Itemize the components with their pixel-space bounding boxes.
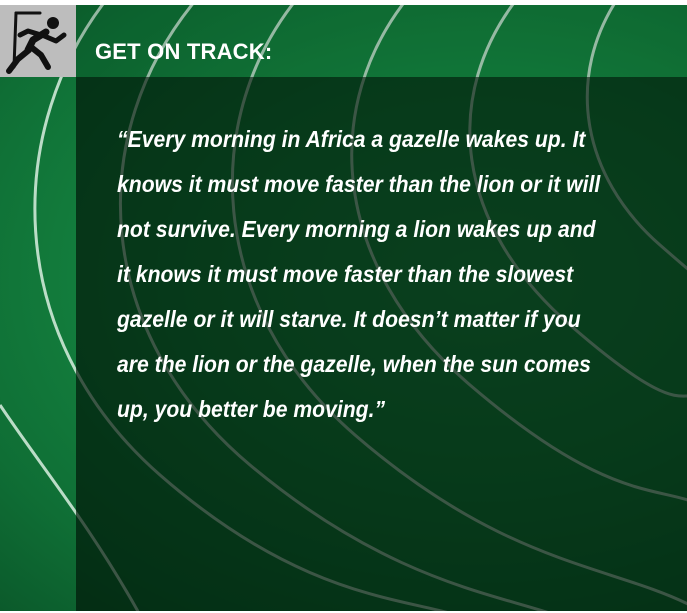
quote-text: “Every morning in Africa a gazelle wakes up. It knows it must move faster than the lion or it will not survive. Every morning a lion wakes up and it knows it must move faster than the slowest gazelle or it will starve. It doesn’t matter if you are the lion or the gazelle, when the sun comes up, you better be moving.” [117,126,601,422]
page-title: GET ON TRACK: [95,39,273,64]
icon-box [0,5,76,77]
sprinter-icon [6,7,72,75]
